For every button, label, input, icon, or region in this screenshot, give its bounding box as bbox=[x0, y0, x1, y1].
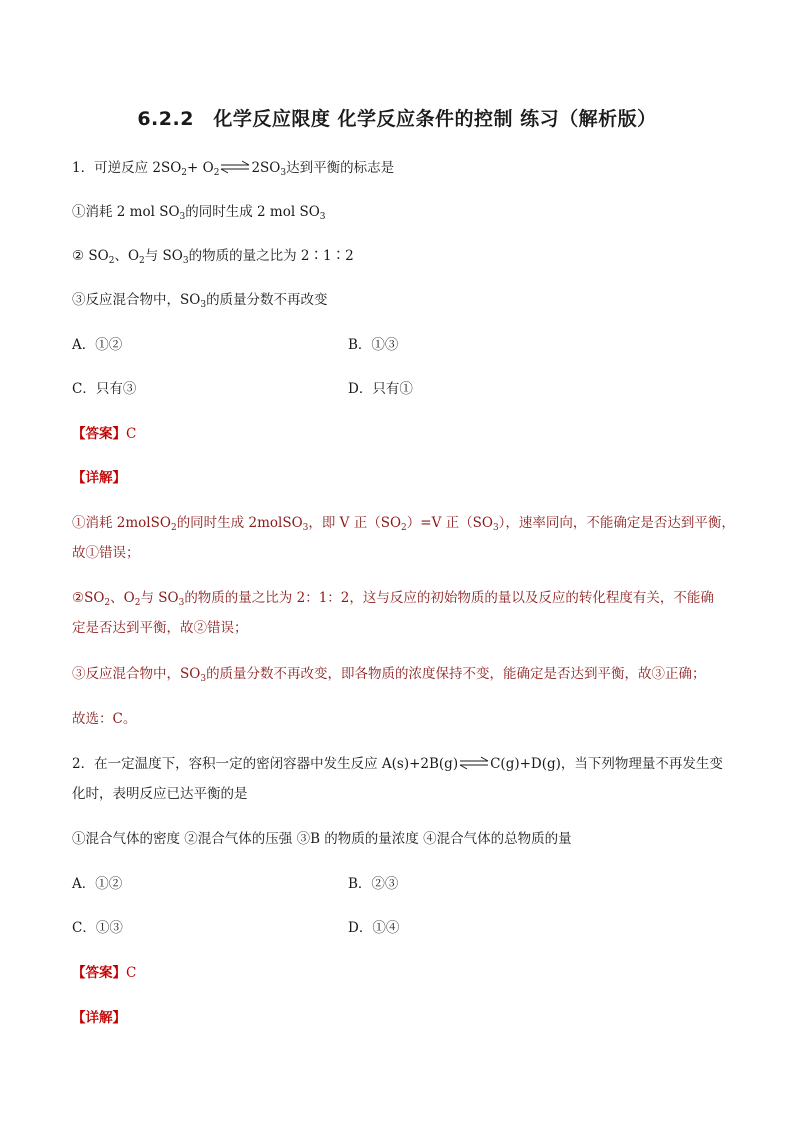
question-number: 1． bbox=[72, 160, 95, 176]
option-d: D．①④ bbox=[348, 920, 400, 936]
option-b: B．②③ bbox=[348, 876, 399, 892]
statement-2: ② $SO_2$、$O_2$与 $SO_3$的物质的量之比为 2∶1∶2 bbox=[72, 248, 354, 266]
answer-label: 【答案】 bbox=[72, 426, 126, 442]
option-d: D．只有① bbox=[348, 381, 413, 397]
equilibrium-arrow-icon bbox=[220, 160, 250, 174]
equilibrium-arrow-icon bbox=[459, 756, 489, 770]
explanation-3: ③反应混合物中，$SO_3$的质量分数不再改变，即各物质的浓度保持不变，能确定是否达到平衡，故③正确； bbox=[72, 666, 706, 684]
explanation-1-line-1: ①消耗 2molSO$_2$的同时生成 2molSO$_3$，即 V 正$(SO_2)=V$ 正$(SO_3)$，速率同向，不能确定是否达到平衡， bbox=[72, 515, 735, 533]
answer-row bbox=[72, 963, 136, 983]
statement-3: ③反应混合物中，$SO_3$的质量分数不再改变 bbox=[72, 292, 328, 310]
statement-1: ①消耗 2 mol $SO_3$的同时生成 2 mol $SO_3$ bbox=[72, 204, 326, 222]
page-title: 6.2.2 化学反应限度 化学反应条件的控制 练习（解析版） bbox=[137, 108, 657, 130]
question-1-stem: 1．可逆反应 $2SO_2+ O_2$ $2SO_3$达到平衡的标志是 bbox=[72, 160, 395, 178]
answer-row bbox=[72, 424, 136, 444]
detail-label: 【详解】 bbox=[72, 1010, 126, 1026]
answer-value: C bbox=[126, 965, 137, 981]
explanation-2-line-2: 定是否达到平衡，故②错误； bbox=[72, 620, 248, 636]
explanation-1-line-2: 故①错误； bbox=[72, 545, 140, 561]
option-a: A．①② bbox=[72, 337, 123, 353]
option-b: B．①③ bbox=[348, 337, 399, 353]
conclusion: 故选：C。 bbox=[72, 711, 137, 727]
option-a: A．①② bbox=[72, 876, 123, 892]
question-2-stem-line-2: 化时，表明反应已达平衡的是 bbox=[72, 786, 248, 802]
explanation-2-line-1: $②SO_2$、$O_2$与 $SO_3$的物质的量之比为 2：1：2，这与反应的初始物质的量以及反应的转化程度有关，不能确 bbox=[72, 590, 714, 608]
question-2-items: ①混合气体的密度 ②混合气体的压强 ③B 的物质的量浓度 ④混合气体的总物质的量 bbox=[72, 831, 572, 847]
detail-label: 【详解】 bbox=[72, 470, 126, 486]
option-c: C．只有③ bbox=[72, 381, 137, 397]
answer-label: 【答案】 bbox=[72, 965, 126, 981]
question-2-stem-line-1: 2．在一定温度下，容积一定的密闭容器中发生反应 A(s)+2B(g) C(g)+D(g)，当下列物理量不再发生变 bbox=[72, 756, 723, 772]
option-c: C．①③ bbox=[72, 920, 123, 936]
answer-value: C bbox=[126, 426, 137, 442]
